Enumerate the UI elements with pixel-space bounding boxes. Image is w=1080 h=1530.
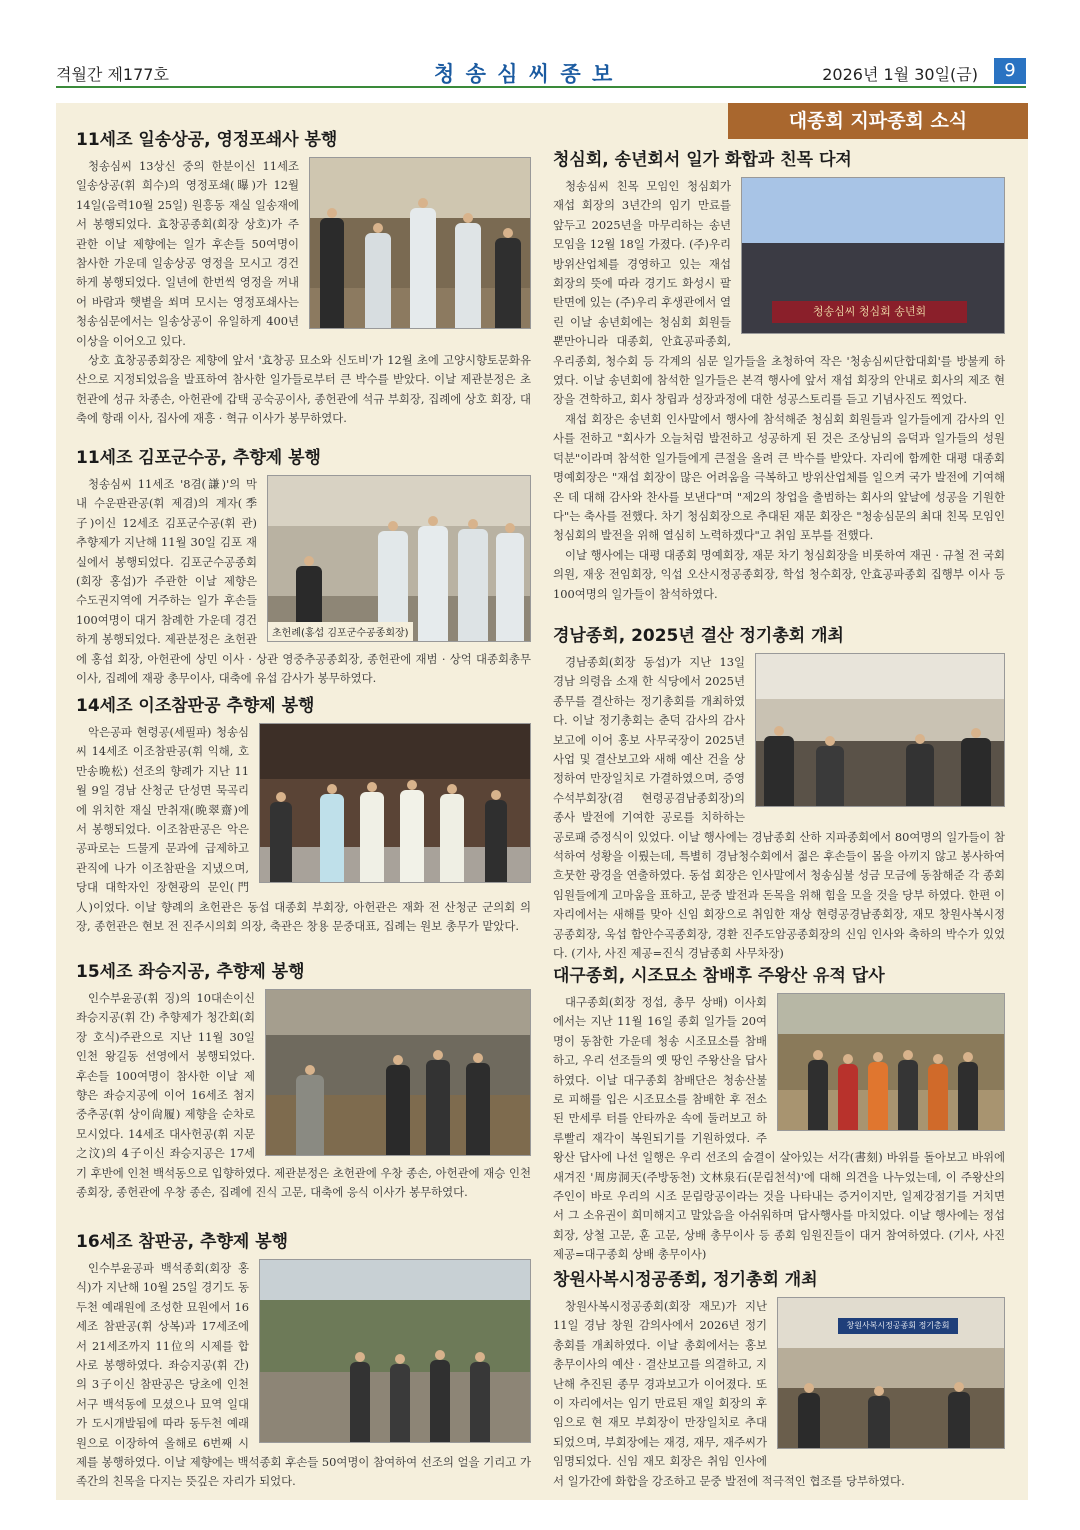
article-body: 악은공파 현령공(세필파) 청송심씨 14세조 이조참판공(휘 익해, 호 만송晩松) 선조의 향례가 지난 11월 9일 경남 산청군 단성면 묵곡리에 위치한 재실 만취재(晩翠齋)에서 봉행되었다. 이조참판공은 악은공파로는 드물게 문과에 급제하고 관직에 나가 이조참판을 지냈으며, 당대 대학자인 장현광의 문인(門人)이었다. 이날 향례의 초헌관은 동섭 대종회 부회장, 아헌관은 재화 전 산청군 군의회 의장, 종헌관은 현보 전 진주시의회 의장, 축관은 창용 문중대표, 집례는 원보 총무가 맡았다. bbox=[76, 725, 531, 934]
article-body: 경남종회(회장 동섭)가 지난 13일 경남 의령읍 소재 한 식당에서 2025년 종무를 결산하는 정기총회를 개최하였다. 이날 정기총회는 춘덕 감사의 감사보고에 이어 홍보 사무국장이 2025년 사업 및 결산보고와 새해 예산 건을 상정하여 만장일치로 가결하였으며, 증영 수석부회장(겸 현령공겸남종회장)의 종사 발전에 기여한 공로를 치하하는 공로패 증정식이 있었다. 이날 행사에는 경남종회 산하 지파종회에서 80여명의 일가들이 참석하여 성황을 이뤘는데, 특별히 경남청수회에서 젊은 후손들이 몸을 아끼지 않고 봉사하여 흐뭇한 광경을 연출하였다. 동섭 회장은 인사말에서 청송심불 성금 모금에 동참해준 각 종회 임원들에게 고마움을 표하고, 문중 발전과 돈목을 위해 힘을 모을 것을 당부 하였다. 한편 이 자리에서는 새해를 맞아 신임 회장으로 취임한 재상 현령공경남종회장, 재모 창원사복시정공종회장, 욱섭 함안수곡종회장, 경환 진주도암공종회장의 신임 인사와 축하의 박수가 있었다. (기사, 사진 제공=진식 경남종회 사무차장) bbox=[553, 655, 1005, 961]
article-body: 청송심씨 13상신 중의 한분이신 11세조 일송상공(휘 희수)의 영정포쇄(曝)가 12월 14일(음력10월 25일) 원흥동 재실 일송재에서 봉행되었다. 효창공종회(회장 상호)가 주관한 이날 제향에는 일가 후손들 50여명이 참사한 가운데 일송상공 영정을 모시고 경건하게 봉행되었다. 일년에 한번씩 영정을 꺼내어 바람과 햇볕을 쐬며 모시는 영정포쇄사는 청송심문에서는 일송상공이 유일하게 400년 이상을 이어오고 있다. bbox=[76, 159, 299, 348]
page-number: 9 bbox=[994, 58, 1026, 84]
article-body: 재섭 회장은 송년회 인사말에서 행사에 참석해준 청심회 회원들과 일가들에게 감사의 인사를 전하고 "회사가 오늘처럼 발전하고 성공하게 된 것은 조상님의 음덕과 일가들의 성원 덕분"이라며 참석한 일가들에게 큰절을 올려 큰 박수를 받았다. 자리에 함께한 대평 대종회 명예회장은 "재섭 회장이 많은 어려움을 극복하고 방위산업체를 일으켜 국가 발전에 기여해 온 데 대해 감사와 찬사를 보낸다"며 "제2의 창업을 출범하는 회사의 앞날에 성공을 기원한다"는 축사를 전했다. 차기 청심회장으로 추대된 재문 회장은 "청송심문의 최대 친목 모임인 청심회의 발전을 위해 열심히 노력하겠다"고 취임 포부를 전했다. bbox=[553, 411, 1005, 543]
article-title: 창원사복시정공종회, 정기총회 개최 bbox=[553, 1270, 818, 1290]
article-body: 인수부윤공파 백석종회(회장 홍식)가 지난해 10월 25일 경기도 동두천 예래원에 조성한 묘원에서 16세조 참판공(휘 상복)과 17세조에서 21세조까지 11位의 시제를 합사로 봉행하였다. 좌승지공(휘 간)의 3子이신 참판공은 당초에 인천 서구 백석동에 모셨으나 묘역 일대가 도시개발됨에 따라 동두천 예래원으로 이장하여 올해로 6번째 시제를 봉행하였다. 이날 제향에는 백석종회 후손들 50여명이 참여하여 선조의 얼을 기리고 가족간의 친목을 다지는 뜻깊은 자리가 되었다. bbox=[76, 1261, 531, 1489]
article-jwaseungji bbox=[76, 961, 531, 1202]
article-body: 창원사복시정공종회(회장 재모)가 지난 11일 경남 창원 감의사에서 2026년 정기총회를 개최하였다. 이날 총회에서는 홍보 총무이사의 예산 · 결산보고를 의결하고, 지난해 추진된 종무 경과보고가 이어졌다. 또 이 자리에서는 임기 만료된 재일 회장의 후임으로 현 재모 부회장이 만장일치로 추대되었으며, 부회장에는 재경, 재무, 재주씨가 임명되었다. 신임 재모 회장은 취임 인사에서 일가간에 화합을 강조하고 문중 발전에 적극적인 협조를 당부하였다. bbox=[553, 1299, 905, 1488]
photo-daegu-group bbox=[777, 993, 1005, 1131]
photo-banner: 청송심씨 청심회 송년회 bbox=[772, 301, 967, 323]
article-title: 16세조 참판공, 추향제 봉행 bbox=[76, 1232, 289, 1252]
photo-banner: 창원사복시정공종회 정기총회 bbox=[838, 1318, 958, 1334]
photo-champan-cemetery bbox=[259, 1259, 531, 1443]
article-title: 11세조 김포군수공, 추향제 봉행 bbox=[76, 448, 321, 468]
article-body: 상호 효창공종회장은 제향에 앞서 '효창공 묘소와 신도비'가 12월 초에 고양시향토문화유산으로 지정되었음을 발표하여 참사한 일가들로부터 큰 박수를 받았다. 이날 제관분정은 초헌관에 성규 차종손, 아헌관에 갑택 공숙공이사, 종헌관에 석규 부회장, 집례에 상호 회장, 대축에 항래 이사, 집사에 재흥 · 혁규 이사가 봉무하였다. bbox=[76, 353, 531, 426]
article-changwon bbox=[553, 1269, 1005, 1491]
article-gimpo bbox=[76, 447, 531, 688]
issue-date: 2026년 1월 30일(금) bbox=[822, 65, 978, 84]
photo-ijo-group bbox=[259, 723, 531, 883]
article-title: 대구종회, 시조묘소 참배후 주왕산 유적 답사 bbox=[553, 966, 885, 986]
article-title: 14세조 이조참판공 추향제 봉행 bbox=[76, 696, 315, 716]
article-ijo bbox=[76, 695, 531, 936]
page-header bbox=[56, 58, 1026, 88]
article-daegu bbox=[553, 965, 1005, 1265]
article-title: 청심회, 송년회서 일가 화합과 친목 다져 bbox=[553, 150, 852, 170]
photo-caption: 초헌례(홍섭 김포군수공종회장) bbox=[268, 622, 413, 641]
page-body bbox=[56, 103, 1028, 1500]
article-body: 인수부윤공(휘 징)의 10대손이신 좌승지공(휘 간) 추향제가 청간회(회장 호식)주관으로 지난 11월 30일 인천 왕길동 선영에서 봉행되었다. 후손들 100여명이 참사한 이날 제향은 좌승지공에 이어 16세조 첨지중추공(휘 상이尙履) 제향을 순차로 모시었다. 14세조 대사헌공(휘 지문之汶)의 4子이신 좌승지공은 17세기 후반에 인천 백석동으로 입향하였다. 제관분정은 초헌관에 우창 종손, 아헌관에 재승 인천종회장, 종헌관에 우창 종손, 집례에 진식 고문, 대축에 응식 이사가 봉무하였다. bbox=[76, 991, 531, 1200]
photo-cheongsim-group bbox=[741, 177, 1005, 334]
article-gyeongnam bbox=[553, 625, 1005, 964]
newsletter-title: 청 송 심 씨 종 보 bbox=[434, 62, 615, 86]
article-body: 대구종회(회장 정섭, 총무 상배) 이사회에서는 지난 11월 16일 종회 일가들 20여명이 동참한 가운데 청송 시조묘소를 참배하고, 우리 선조들의 옛 땅인 주왕산을 답사하였다. 이날 대구종회 참배단은 청송산불로 피해를 입은 시조묘소를 참배한 후 전소된 만세루 터를 안타까운 속에 둘러보고 하루빨리 재각이 복원되기를 기원하였다. 주왕산 답사에 나선 일행은 우리 선조의 숨결이 살아있는 서각(書刻) 바위를 돌아보고 바위에 새겨진 '周房洞天(주방동천) 文林泉石(문림천석)'에 대해 의견을 나누었는데, 이 주왕산의 주인이 바로 우리의 시조 문림랑공이라는 것을 나타내는 증거이지만, 일제강점기를 거치면서 그 소유권이 희미해지고 말았음을 아쉬워하며 답사행사를 마치었다. 이날 행사에는 정섭 회장, 상철 고문, 훈 고문, 상배 총무이사 등 종회 임원진들이 대거 참여하였다. (기사, 사진 제공=대구종회 상배 총무이사) bbox=[553, 995, 1005, 1262]
article-body: 이날 행사에는 대평 대종회 명예회장, 재문 차기 청심회장을 비롯하여 재권 · 규철 전 국회의원, 재웅 전임회장, 익섭 오산시정공종회장, 학섭 청수회장, 안효공파종회 집행부 이사 등 100여명의 일가들이 참석하였다. bbox=[553, 547, 1005, 601]
issue-number: 격월간 제177호 bbox=[56, 65, 169, 84]
article-title: 경남종회, 2025년 결산 정기총회 개최 bbox=[553, 626, 844, 646]
article-title: 11세조 일송상공, 영정포쇄사 봉행 bbox=[76, 130, 338, 150]
photo-portrait-ceremony bbox=[309, 157, 531, 329]
photo-gimpo-ceremony bbox=[267, 475, 531, 642]
photo-jwaseungji-rite bbox=[265, 989, 531, 1156]
article-body: 청송심씨 친목 모임인 청심회가 재섭 회장의 3년간의 임기 만료를 앞두고 2025년을 마무리하는 송년모임을 12월 18일 가졌다. (주)우리 방위산업체를 경영하고 있는 재섭 회장의 뜻에 따라 경기도 화성시 팔탄면에 있는 (주)우리 후생관에서 열린 이날 송년회에는 청심회 회원들 뿐만아니라 대종회, 안효공파종회, 우리종회, 청수회 등 각계의 심문 일가들을 초청하여 작은 '청송심씨단합대회'를 방불케 하였다. 이날 송년회에 참석한 일가들은 본격 행사에 앞서 재섭 회장의 안내로 회사의 제조 현장을 견학하고, 회사 창립과 성장과정에 대한 성공스토리를 듣고 기념사진도 찍었다. bbox=[553, 179, 1005, 407]
section-banner: 대종회 지파종회 소식 bbox=[728, 103, 1028, 139]
article-champan bbox=[76, 1231, 531, 1492]
photo-changwon-meeting bbox=[777, 1297, 1005, 1449]
article-ilsong bbox=[76, 129, 531, 429]
photo-gyeongnam-meeting bbox=[755, 653, 1005, 807]
article-body: 청송심씨 11세조 '8겸(謙)'의 막내 수운판관공(휘 제겸)의 계자(季子)이신 12세조 김포군수공(휘 관) 추향제가 지난해 11월 30일 김포 재실에서 봉행되었다. 김포군수공종회(회장 홍섭)가 주관한 이날 제향은 수도권지역에 거주하는 일가 후손들 100여명이 대거 참례한 가운데 경건하게 봉행되었다. 제관분정은 초헌관에 홍섭 회장, 아헌관에 상민 이사 · 상관 영중추공종회장, 종헌관에 재범 · 상억 대종회총무이사, 집례에 재광 총무이사, 대축에 유섭 감사가 봉무하였다. bbox=[76, 477, 531, 686]
article-title: 15세조 좌승지공, 추향제 봉행 bbox=[76, 962, 305, 982]
article-cheongsim bbox=[553, 149, 1005, 604]
